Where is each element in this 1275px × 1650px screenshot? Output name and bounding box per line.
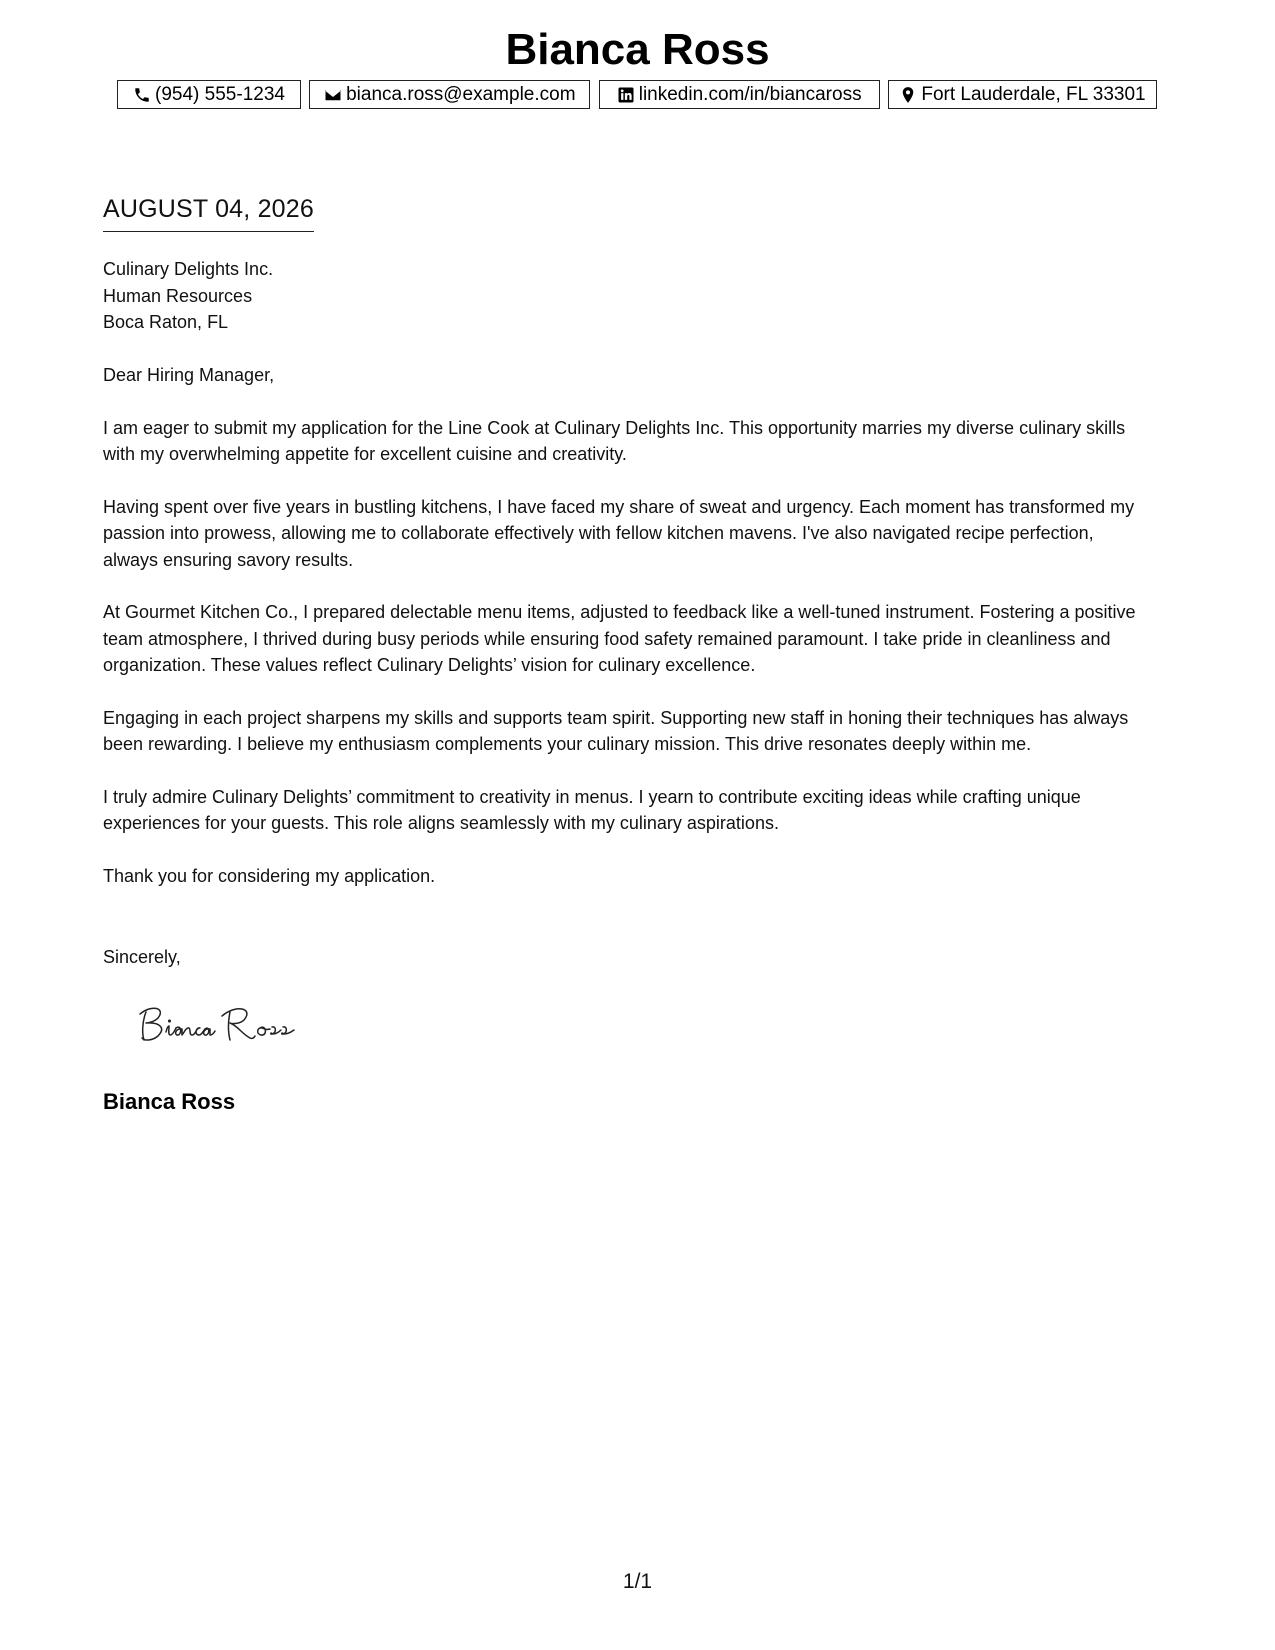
closing: Sincerely, xyxy=(103,947,181,967)
phone-text: (954) 555-1234 xyxy=(155,83,285,105)
body-paragraph: I truly admire Culinary Delights’ commitment to creativity in menus. I yearn to contribute exciting ideas while crafting unique experiences for your guests. This role aligns seamlessly with my culinary aspirations. xyxy=(103,786,1081,833)
linkedin-icon xyxy=(617,86,635,104)
body-paragraph: At Gourmet Kitchen Co., I prepared delectable menu items, adjusted to feedback like a well-tuned instrument. Fostering a positive team atmosphere, I thrived during busy periods while ensuring food safety remained paramount. I take pride in cleanliness and organization. These values reflect Culinary Delights’ vision for culinary excellence. xyxy=(103,602,1136,675)
location-text: Fort Lauderdale, FL 33301 xyxy=(921,83,1146,105)
recipient-company: Culinary Delights Inc. xyxy=(103,259,274,279)
body-paragraph: I am eager to submit my application for the Line Cook at Culinary Delights Inc. This opportunity marries my diverse culinary skills with my overwhelming appetite for excellent cuisine and creativity. xyxy=(103,417,1126,464)
body-paragraph: Engaging in each project sharpens my skills and supports team spirit. Supporting new staff in honing their techniques has always been rewarding. I believe my enthusiasm complements your culinary mission. This drive resonates deeply within me. xyxy=(103,707,1129,754)
letter-date: AUGUST 04, 2026 xyxy=(103,194,314,232)
contact-location xyxy=(888,80,1157,109)
salutation: Dear Hiring Manager, xyxy=(103,365,275,385)
phone-icon xyxy=(133,86,151,104)
recipient-department: Human Resources xyxy=(103,285,253,306)
page-number: 1/1 xyxy=(622,1570,653,1593)
signature-name: Bianca Ross xyxy=(103,1089,236,1114)
body-paragraph: Thank you for considering my application. xyxy=(103,865,436,886)
contact-bar xyxy=(117,80,1157,112)
email-text: bianca.ross@example.com xyxy=(346,83,576,105)
contact-email xyxy=(309,80,590,109)
envelope-icon xyxy=(324,86,342,104)
linkedin-text: linkedin.com/in/biancaross xyxy=(638,83,862,105)
body-paragraph: Having spent over five years in bustling kitchens, I have faced my share of sweat and urgency. Each moment has transformed my passion into prowess, allowing me to collaborate effectively with fellow kitchen mavens. I've also navigated recipe perfection, always ensuring savory results. xyxy=(103,496,1135,570)
contact-linkedin xyxy=(599,80,880,109)
recipient-block xyxy=(103,256,273,336)
applicant-name-header: Bianca Ross xyxy=(505,25,770,74)
contact-phone xyxy=(117,80,301,109)
recipient-location: Boca Raton, FL xyxy=(103,312,229,332)
signature-image xyxy=(136,1000,336,1050)
map-pin-icon xyxy=(899,86,917,104)
letter-body xyxy=(103,362,1153,915)
